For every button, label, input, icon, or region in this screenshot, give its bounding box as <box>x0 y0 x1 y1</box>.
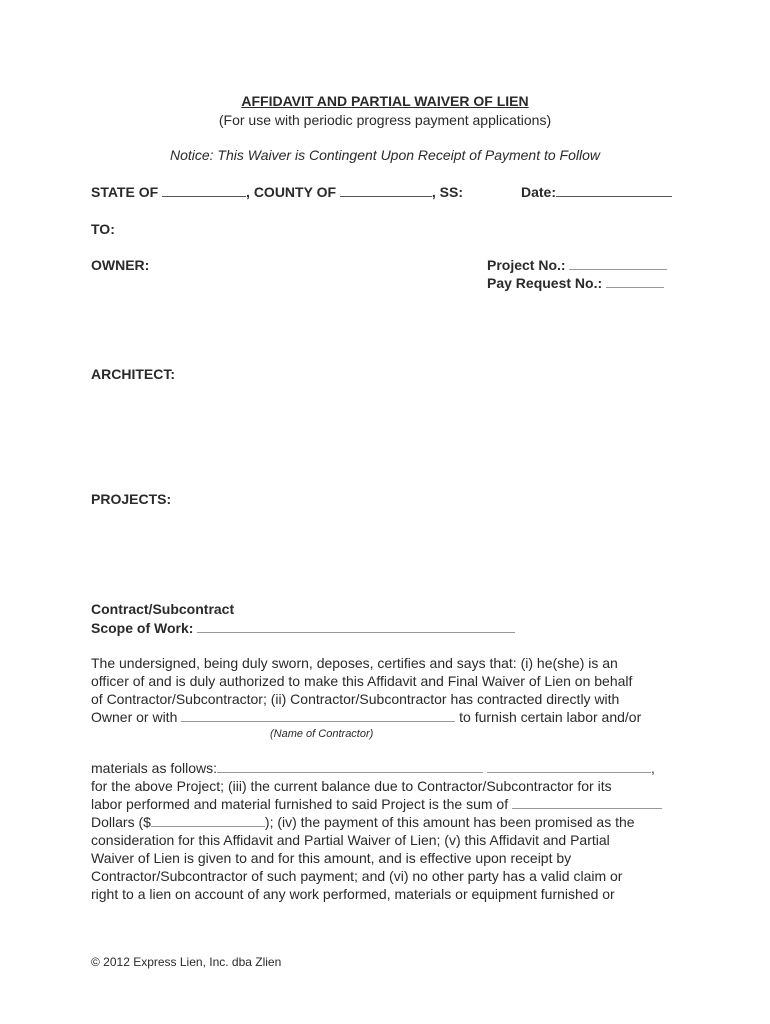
state-row <box>91 184 463 200</box>
sum-text: labor performed and material furnished to said Project is the sum of <box>91 796 509 812</box>
project-no-field[interactable] <box>569 258 667 270</box>
project-no-row <box>487 257 667 273</box>
body-line-7 <box>91 796 662 812</box>
copyright-footer: © 2012 Express Lien, Inc. dba Zlien <box>91 955 282 969</box>
scope-label: Scope of Work: <box>91 620 194 636</box>
county-field[interactable] <box>340 185 432 197</box>
state-field[interactable] <box>162 185 246 197</box>
date-label: Date: <box>521 184 557 200</box>
scope-row <box>91 620 515 636</box>
project-no-label: Project No.: <box>487 257 566 273</box>
body-line-2: officer of and is duly authorized to make this Affidavit and Final Waiver of Lien on behalf <box>91 673 633 689</box>
scope-field[interactable] <box>197 621 515 633</box>
materials-field-2[interactable] <box>487 761 651 773</box>
materials-text: materials as follows: <box>91 760 218 776</box>
body-line-10: Waiver of Lien is given to and for this amount, and is effective upon receipt by <box>91 850 572 866</box>
county-label: , COUNTY OF <box>246 184 337 200</box>
contractor-name-field[interactable] <box>181 710 455 722</box>
state-label: STATE OF <box>91 184 159 200</box>
materials-comma: , <box>650 760 655 776</box>
architect-label: ARCHITECT: <box>91 366 175 382</box>
date-field[interactable] <box>556 185 672 197</box>
dollars-text: Dollars ($ <box>91 814 151 830</box>
body-line-1: The undersigned, being duly sworn, deposes, certifies and says that: (i) he(she) is an <box>91 655 618 671</box>
ss-label: , SS: <box>431 184 464 200</box>
body-line-5 <box>91 760 655 776</box>
pay-request-row <box>487 275 664 291</box>
owner-label: OWNER: <box>91 257 150 273</box>
pay-request-label: Pay Request No.: <box>487 275 603 291</box>
contractor-name-caption: (Name of Contractor) <box>270 728 374 740</box>
dollars-amount-field[interactable] <box>151 815 265 827</box>
pay-request-field[interactable] <box>606 276 664 288</box>
document-title: AFFIDAVIT AND PARTIAL WAIVER OF LIEN <box>241 93 529 109</box>
to-label: TO: <box>91 221 115 237</box>
body-line-4 <box>91 709 641 725</box>
body-line-9: consideration for this Affidavit and Partial Waiver of Lien; (v) this Affidavit and Partial <box>91 832 610 848</box>
furnish-text: to furnish certain labor and/or <box>459 709 642 725</box>
projects-label: PROJECTS: <box>91 491 172 507</box>
body-line-3: of Contractor/Subcontractor; (ii) Contractor/Subcontractor has contracted directly with <box>91 691 620 707</box>
body-line-6: for the above Project; (iii) the current balance due to Contractor/Subcontractor for its <box>91 778 612 794</box>
date-row <box>521 184 672 200</box>
payment-promised-text: ); (iv) the payment of this amount has been promised as the <box>264 814 635 830</box>
body-line-12: right to a lien on account of any work performed, materials or equipment furnished or <box>91 886 615 902</box>
contract-label: Contract/Subcontract <box>91 601 235 617</box>
materials-field-1[interactable] <box>217 761 483 773</box>
body-line-8 <box>91 814 635 830</box>
body-line-11: Contractor/Subcontractor of such payment; and (vi) no other party has a valid claim or <box>91 868 623 884</box>
owner-or-with-text: Owner or with <box>91 709 178 725</box>
document-subtitle: (For use with periodic progress payment applications) <box>218 112 552 128</box>
sum-words-field[interactable] <box>512 797 662 809</box>
contingency-notice: Notice: This Waiver is Contingent Upon Receipt of Payment to Follow <box>169 147 601 163</box>
